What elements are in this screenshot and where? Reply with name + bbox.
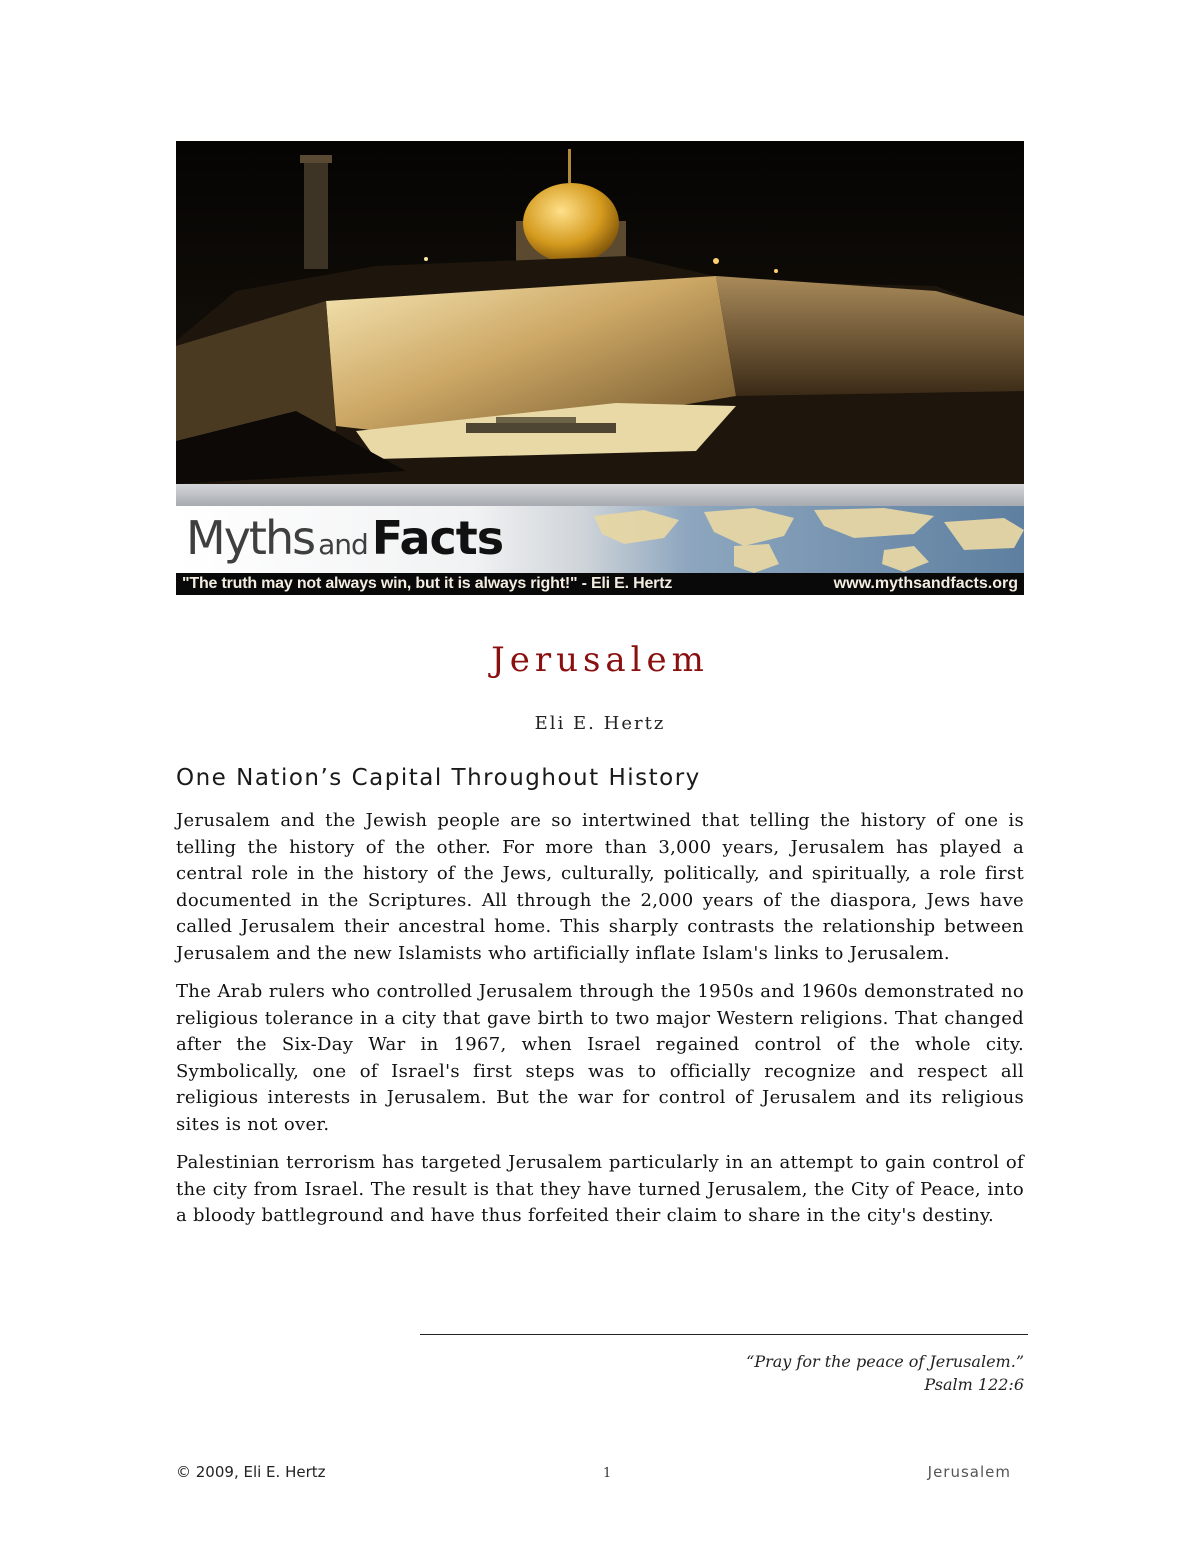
brand-facts: Facts (371, 511, 504, 565)
epigraph-divider (420, 1334, 1028, 1335)
paragraph-1: Jerusalem and the Jewish people are so intertwined that telling the history of one is telling the history of the other. For more than 3,000 years, Jerusalem has played a central role in the history of the Jews, culturally, politically, and spiritually, a role first documented in the Scriptures. All through the 2,000 years of the diaspora, Jews have called Jerusalem their ancestral home. This sharply contrasts the relationship between Jerusalem and the new Islamists who artificially inflate Islam's links to Jerusalem. (176, 810, 1024, 964)
brand-wordmark (186, 510, 503, 573)
epigraph-source: Psalm 122:6 (924, 1375, 1024, 1394)
paragraph-3: Palestinian terrorism has targeted Jerusalem particularly in an attempt to gain control of the city from Israel. The result is that they have turned Jerusalem, the City of Peace, into a bloody battleground and have thus forfeited their claim to share in the city's destiny. (176, 1152, 1024, 1226)
brand-and: and (318, 528, 368, 561)
page-number: 1 (603, 1466, 612, 1481)
epigraph-quote: “Pray for the peace of Jerusalem.” (746, 1352, 1024, 1371)
footer-running-title: Jerusalem (927, 1463, 1011, 1481)
western-wall-night-photo (176, 141, 1024, 484)
paragraph-2: The Arab rulers who controlled Jerusalem through the 1950s and 1960s demonstrated no religious tolerance in a city that gave birth to two major Western religions. That changed after the Six-Day War in 1967, when Israel regained control of the whole city. Symbolically, one of Israel's first steps was to officially recognize and respect all religious interests in Jerusalem. But the war for control of Jerusalem and its religious sites is not over. (176, 981, 1024, 1135)
world-map-icon (584, 506, 1024, 573)
body-text (176, 808, 1024, 1242)
author-name: Eli E. Hertz (534, 713, 666, 734)
brand-myths: Myths (186, 511, 315, 565)
banner-divider-strip (176, 484, 1024, 506)
header-banner (176, 141, 1024, 595)
footer-copyright: © 2009, Eli E. Hertz (176, 1463, 326, 1481)
section-heading: One Nation’s Capital Throughout History (176, 765, 701, 791)
motto-bar (176, 573, 1024, 595)
document-title: Jerusalem (491, 640, 709, 680)
epigraph (746, 1350, 1024, 1396)
myths-and-facts-logo (176, 506, 1024, 573)
website-url: www.mythsandfacts.org (833, 575, 1018, 592)
motto-text: "The truth may not always win, but it is always right!" - Eli E. Hertz (182, 575, 673, 592)
